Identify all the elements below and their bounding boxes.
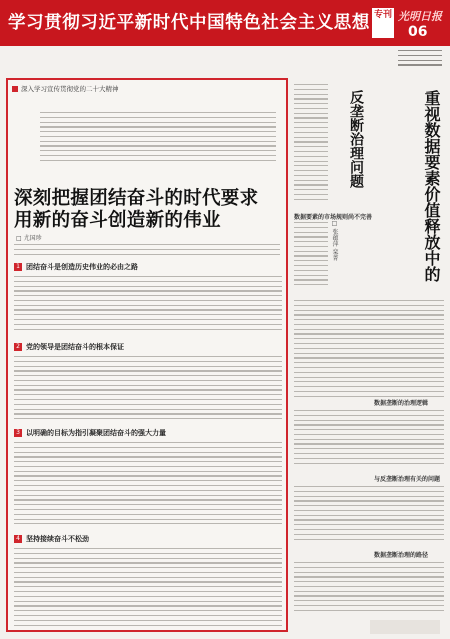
side-subhead-4: 数据垄断治理的路径 — [374, 552, 429, 559]
column-marker-icon — [12, 86, 18, 92]
side-body-4 — [294, 486, 444, 546]
footer-box — [370, 620, 440, 634]
paper-name: 光明日报 — [398, 10, 442, 23]
side-subhead-2: 数据垄断的治理逻辑 — [374, 400, 429, 407]
side-subhead-1: 数据要素的市场规则尚不完善 — [294, 214, 373, 221]
side-body-1 — [294, 222, 328, 292]
section-number: 3 — [14, 429, 22, 437]
column-label — [12, 84, 119, 93]
side-subhead-3: 与反垄断治理有关的问题 — [374, 476, 441, 483]
section-4-body — [14, 548, 282, 628]
side-byline: □ 张蕴萍 栾菁 — [331, 220, 338, 261]
section-title: 以明确的目标为指引凝聚团结奋斗的强大力量 — [26, 428, 166, 437]
side-body-5 — [294, 562, 444, 618]
section-1-heading — [14, 262, 138, 272]
section-2-body — [14, 356, 282, 422]
side-headline: 重视数据要素价值释放中的 — [422, 90, 441, 282]
side-body-3 — [294, 410, 444, 470]
intro-paragraph — [14, 244, 280, 258]
section-2-heading — [14, 342, 124, 352]
side-body-upper — [294, 84, 328, 204]
page-banner — [0, 0, 450, 46]
column-label-text: 深入学习宣传贯彻党的二十大精神 — [21, 85, 119, 93]
side-headline-2: 反垄断治理问题 — [348, 90, 364, 188]
section-4-heading — [14, 534, 89, 544]
section-3-heading — [14, 428, 166, 438]
main-headline-line2: 用新的奋斗创造新的伟业 — [14, 210, 221, 231]
main-headline-line1: 深刻把握团结奋斗的时代要求 — [14, 188, 259, 209]
banner-tag: 专刊 — [372, 8, 394, 38]
section-3-body — [14, 442, 282, 528]
masthead-info — [398, 50, 442, 70]
section-number: 1 — [14, 263, 22, 271]
section-number: 2 — [14, 343, 22, 351]
section-title: 团结奋斗是创造历史伟业的必由之路 — [26, 262, 138, 271]
main-byline: □ 尤国珍 — [16, 235, 42, 242]
main-headline — [14, 188, 258, 232]
editor-note-lines — [40, 112, 276, 168]
section-number: 4 — [14, 535, 22, 543]
banner-title: 学习贯彻习近平新时代中国特色社会主义思想 — [8, 13, 370, 33]
section-title: 党的领导是团结奋斗的根本保证 — [26, 342, 124, 351]
side-body-2 — [294, 300, 444, 400]
section-title: 坚持接续奋斗不松劲 — [26, 534, 89, 543]
section-1-body — [14, 276, 282, 336]
page-number: 06 — [408, 24, 428, 40]
